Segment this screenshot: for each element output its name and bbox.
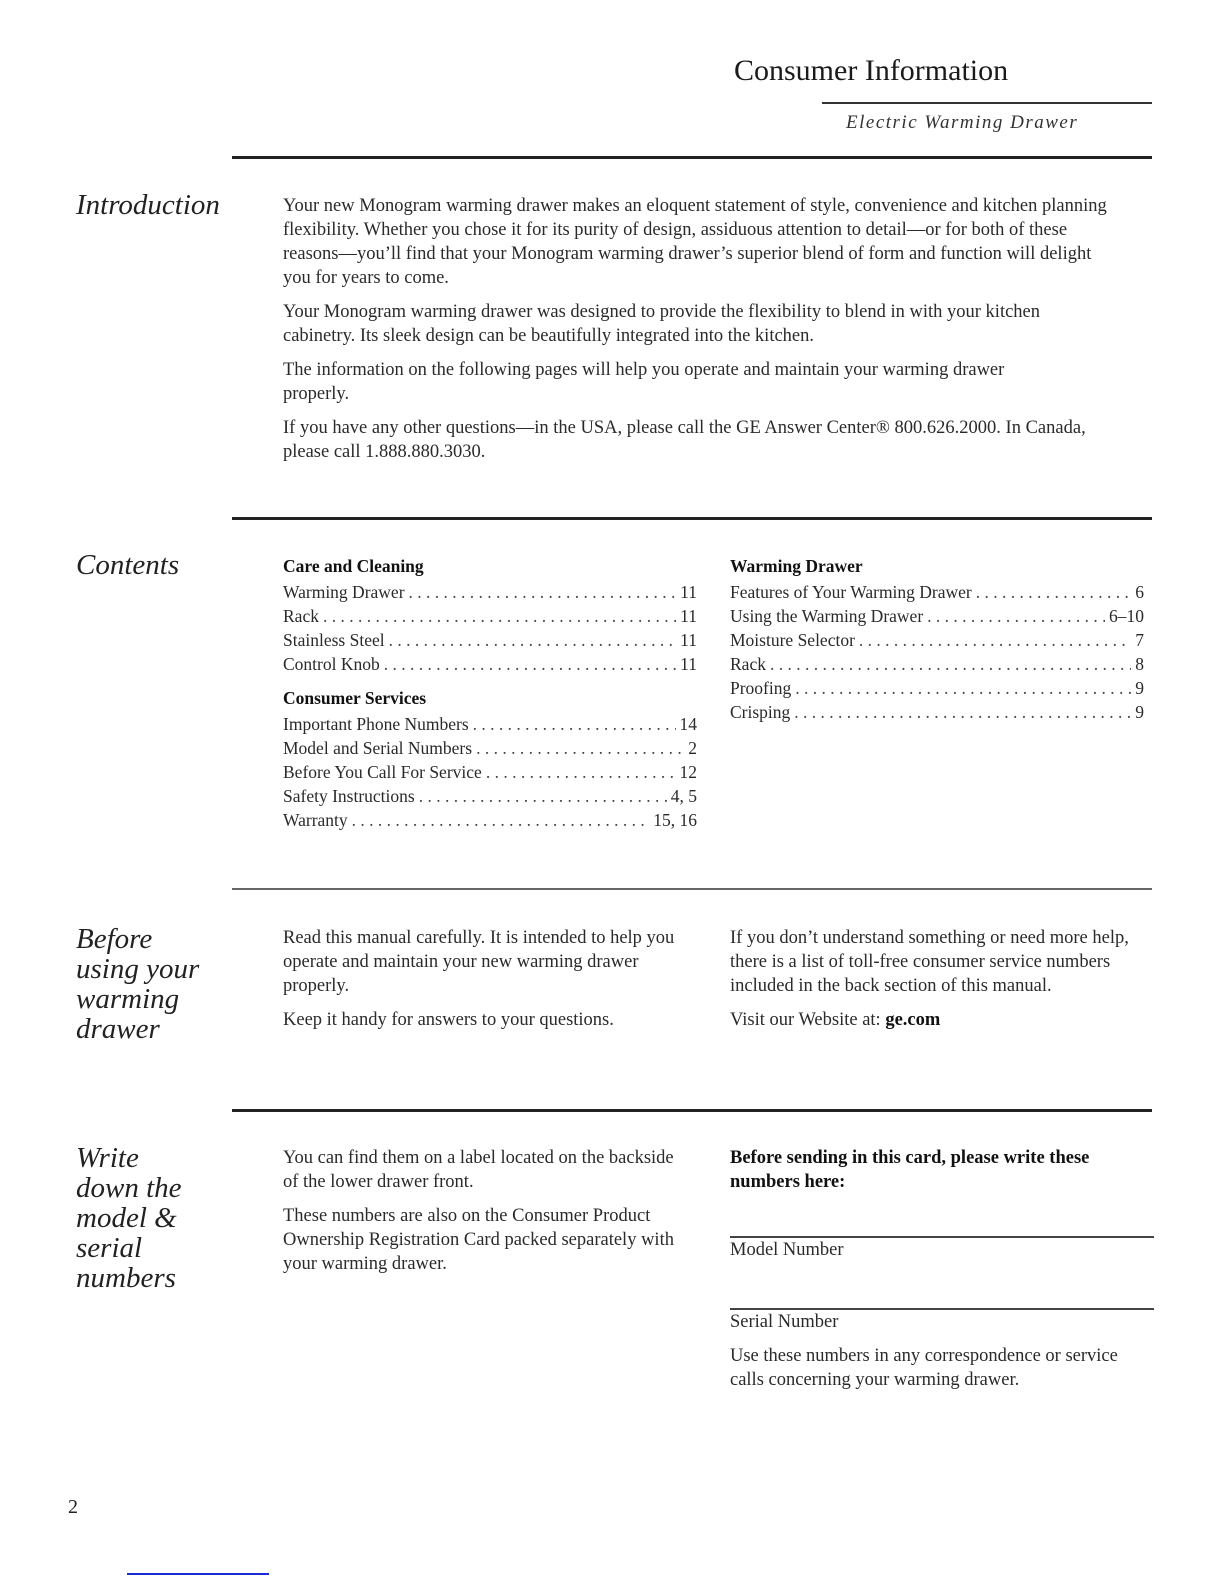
- toc-entry-label: Rack: [283, 606, 319, 626]
- toc-entry[interactable]: [283, 736, 697, 760]
- toc-entry[interactable]: [283, 808, 697, 832]
- model-number-label: Model Number: [730, 1240, 844, 1260]
- toc-entry-page: 8: [1135, 654, 1144, 674]
- before-using-paragraph: Read this manual carefully. It is intended to help you operate and maintain your new warming drawer properly.: [283, 928, 675, 996]
- heading-line: using your: [76, 953, 200, 985]
- heading-line: serial: [76, 1232, 143, 1264]
- section-divider-top: [232, 156, 1152, 159]
- toc-entry-page: 12: [679, 762, 697, 782]
- toc-leader-dots: [409, 580, 677, 604]
- contents-heading: Contents: [76, 549, 180, 581]
- toc-section-title: Care and Cleaning: [283, 556, 424, 576]
- toc-leader-dots: [384, 652, 676, 676]
- before-using-paragraph: If you don’t understand something or need more help, there is a list of toll-free consumer service numbers included in the back section of this manual.: [730, 928, 1129, 996]
- toc-leader-dots: [389, 628, 677, 652]
- toc-entry-label: Important Phone Numbers: [283, 714, 469, 734]
- page-header-title: Consumer Information: [734, 54, 1009, 87]
- model-serial-heading: [76, 1143, 182, 1293]
- toc-leader-dots: [419, 784, 667, 808]
- model-serial-paragraph: You can find them on a label located on the backside of the lower drawer front.: [283, 1148, 674, 1192]
- website-line: [730, 1008, 1140, 1032]
- model-serial-paragraph: These numbers are also on the Consumer Product Ownership Registration Card packed separately with your warming drawer.: [283, 1206, 674, 1274]
- model-serial-left: [283, 1146, 693, 1286]
- toc-entry-label: Features of Your Warming Drawer: [730, 582, 972, 602]
- toc-entry[interactable]: [730, 652, 1144, 676]
- toc-entry[interactable]: [283, 784, 697, 808]
- toc-leader-dots: [976, 580, 1131, 604]
- toc-entry[interactable]: [730, 580, 1144, 604]
- toc-entry-page: 7: [1135, 630, 1144, 650]
- introduction-body: [283, 194, 1123, 474]
- toc-entry-page: 4, 5: [670, 786, 697, 806]
- toc-entry-label: Model and Serial Numbers: [283, 738, 473, 758]
- toc-leader-dots: [323, 604, 676, 628]
- toc-leader-dots: [352, 808, 650, 832]
- toc-leader-dots: [795, 676, 1131, 700]
- toc-entry-label: Warranty: [283, 810, 348, 830]
- before-using-left: [283, 926, 693, 1042]
- page-header-subtitle: Electric Warming Drawer: [846, 112, 1079, 133]
- serial-number-label: Serial Number: [730, 1312, 839, 1332]
- toc-entry[interactable]: [283, 712, 697, 736]
- toc-leader-dots: [859, 628, 1131, 652]
- toc-entry-label: Warming Drawer: [283, 582, 405, 602]
- heading-line: Write: [76, 1142, 139, 1174]
- header-divider: [822, 102, 1152, 104]
- toc-entry-label: Crisping: [730, 702, 791, 722]
- model-serial-note: Use these numbers in any correspondence or service calls concerning your warming drawer.: [730, 1346, 1118, 1390]
- toc-entry-label: Before You Call For Service: [283, 762, 482, 782]
- toc-leader-dots: [476, 736, 684, 760]
- toc-column-left: [283, 554, 697, 832]
- toc-leader-dots: [486, 760, 676, 784]
- section-divider-before-using: [232, 888, 1152, 890]
- website-prefix: Visit our Website at:: [730, 1010, 886, 1030]
- toc-section-title: Warming Drawer: [730, 556, 863, 576]
- introduction-paragraph: The information on the following pages will help you operate and maintain your warming drawer properly.: [283, 360, 1005, 404]
- heading-line: drawer: [76, 1013, 160, 1045]
- toc-entry[interactable]: [283, 580, 697, 604]
- toc-entry-page: 11: [680, 582, 697, 602]
- introduction-paragraph: Your new Monogram warming drawer makes an eloquent statement of style, convenience and kitchen planning flexibility. Whether you chose it for its purity of design, assiduous attention to detail—or for both of these reasons—you’ll find that your Monogram warming drawer’s superior blend of form and function will delight you for years to come.: [283, 196, 1107, 288]
- toc-entry-page: 2: [688, 738, 697, 758]
- toc-leader-dots: [927, 604, 1105, 628]
- toc-entry-label: Control Knob: [283, 654, 380, 674]
- introduction-heading: Introduction: [76, 189, 220, 221]
- heading-line: Before: [76, 923, 153, 955]
- toc-entry[interactable]: [283, 760, 697, 784]
- toc-section-title: Consumer Services: [283, 688, 427, 708]
- toc-entry[interactable]: [283, 604, 697, 628]
- toc-entry[interactable]: [730, 676, 1144, 700]
- toc-entry-page: 11: [680, 630, 697, 650]
- toc-entry-page: 9: [1135, 678, 1144, 698]
- heading-line: numbers: [76, 1262, 176, 1294]
- toc-entry-page: 6–10: [1109, 606, 1144, 626]
- toc-entry-page: 15, 16: [653, 810, 697, 830]
- model-serial-right: [730, 1146, 1154, 1402]
- toc-leader-dots: [770, 652, 1131, 676]
- toc-entry-label: Moisture Selector: [730, 630, 855, 650]
- toc-entry-label: Proofing: [730, 678, 792, 698]
- section-divider-model-serial: [232, 1109, 1152, 1112]
- toc-entry-page: 14: [679, 714, 697, 734]
- toc-leader-dots: [473, 712, 676, 736]
- before-using-paragraph: Keep it handy for answers to your questions.: [283, 1010, 614, 1030]
- toc-entry-label: Safety Instructions: [283, 786, 415, 806]
- toc-entry[interactable]: [730, 628, 1144, 652]
- before-using-heading: [76, 924, 199, 1044]
- toc-entry-page: 9: [1135, 702, 1144, 722]
- heading-line: warming: [76, 983, 180, 1015]
- toc-entry-label: Stainless Steel: [283, 630, 385, 650]
- toc-entry-label: Using the Warming Drawer: [730, 606, 924, 626]
- toc-entry[interactable]: [283, 628, 697, 652]
- page-number: 2: [68, 1496, 78, 1518]
- toc-entry-label: Rack: [730, 654, 766, 674]
- heading-line: model &: [76, 1202, 177, 1234]
- heading-line: down the: [76, 1172, 182, 1204]
- link-underline: [127, 1573, 269, 1575]
- toc-entry-page: 11: [680, 606, 697, 626]
- toc-entry[interactable]: [283, 652, 697, 676]
- toc-entry-page: 11: [680, 654, 697, 674]
- toc-column-right: [730, 554, 1144, 724]
- before-using-right: [730, 926, 1140, 1042]
- toc-entry[interactable]: [730, 700, 1144, 724]
- toc-leader-dots: [794, 700, 1131, 724]
- introduction-paragraph: If you have any other questions—in the USA, please call the GE Answer Center® 800.626.2000. In Canada, please call 1.888.880.3030.: [283, 418, 1086, 462]
- introduction-paragraph: Your Monogram warming drawer was designed to provide the flexibility to blend in with your kitchen cabinetry. Its sleek design can be beautifully integrated into the kitchen.: [283, 302, 1041, 346]
- model-serial-instruction: Before sending in this card, please write these numbers here:: [730, 1148, 1090, 1192]
- toc-entry[interactable]: [730, 604, 1144, 628]
- toc-entry-page: 6: [1135, 582, 1144, 602]
- website-link[interactable]: ge.com: [885, 1010, 941, 1030]
- section-divider-contents: [232, 517, 1152, 520]
